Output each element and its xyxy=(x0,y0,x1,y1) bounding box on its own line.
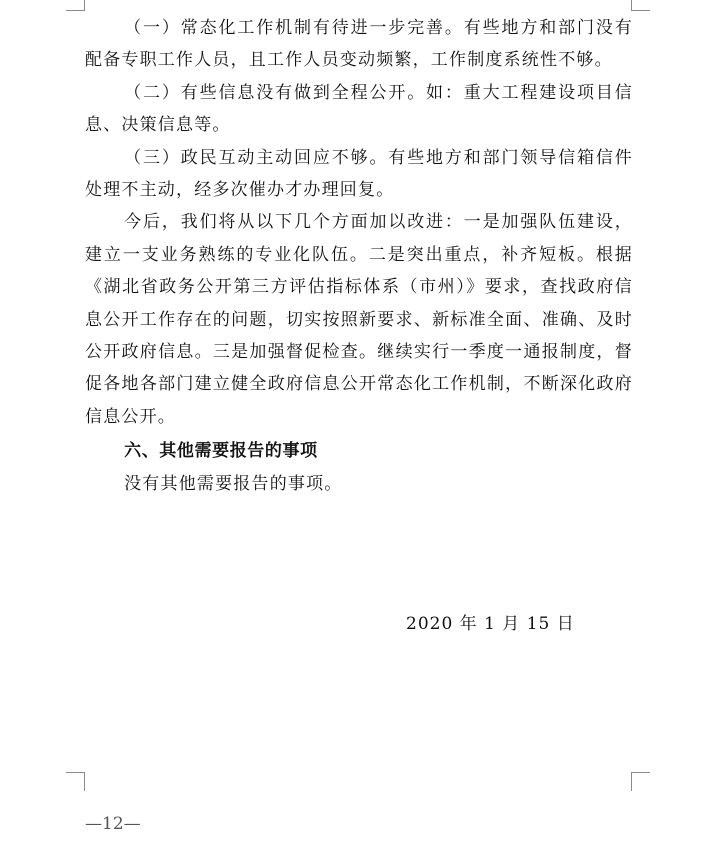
section-body: 没有其他需要报告的事项。 xyxy=(124,473,343,494)
section-heading: 六、其他需要报告的事项 xyxy=(124,441,318,462)
crop-mark-top-right xyxy=(631,0,650,11)
document-body xyxy=(85,12,633,500)
paragraph-issue-three: （三）政民互动主动回应不够。有些地方和部门领导信箱信件处理不主动，经多次催办才办理回复。 xyxy=(85,147,633,201)
page-number: —12— xyxy=(85,814,141,834)
document-date: 2020 年 1 月 15 日 xyxy=(406,614,575,634)
crop-mark-bottom-right xyxy=(631,772,650,791)
paragraph-improvements: 今后，我们将从以下几个方面加以改进：一是加强队伍建设，建立一支业务熟练的专业化队伍。二是突出重点，补齐短板。根据《湖北省政务公开第三方评估指标体系（市州）》要求，查找政府信息公开工作存在的问题，切实按照新要求、新标准全面、准确、及时公开政府信息。三是加强督促检查。继续实行一季度一通报制度，督促各地各部门建立健全政府信息公开常态化工作机制，不断深化政府信息公开。 xyxy=(85,212,633,427)
paragraph-issue-two: （二）有些信息没有做到全程公开。如：重大工程建设项目信息、决策信息等。 xyxy=(85,82,633,136)
crop-mark-top-left xyxy=(66,0,85,11)
paragraph-issue-one: （一）常态化工作机制有待进一步完善。有些地方和部门没有配备专职工作人员，且工作人员变动频繁，工作制度系统性不够。 xyxy=(85,18,633,71)
crop-mark-bottom-left xyxy=(66,772,85,791)
